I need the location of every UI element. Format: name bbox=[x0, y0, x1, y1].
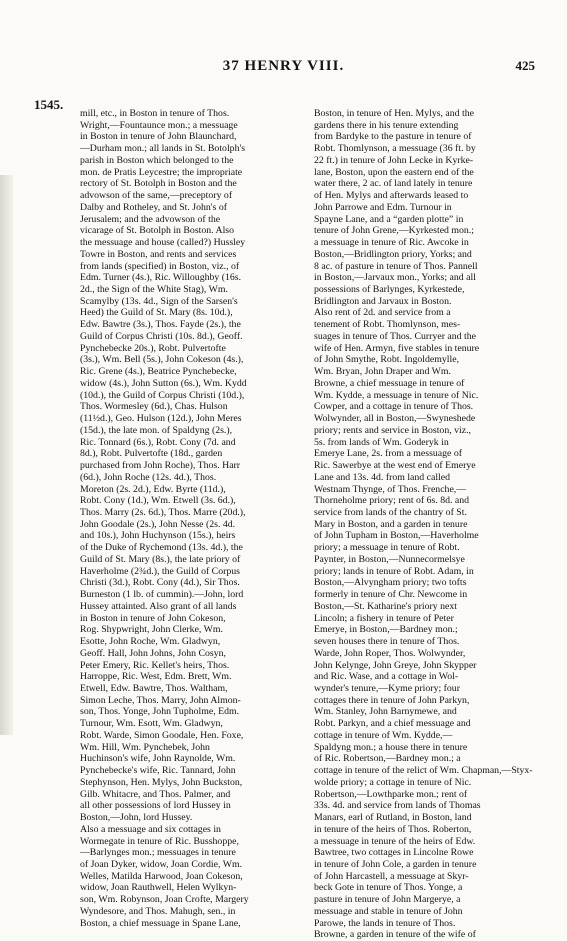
text-line: Spaldyng mon.; a house there in tenure bbox=[314, 741, 468, 753]
text-line: Boston, in tenure of Hen. Mylys, and the bbox=[314, 108, 474, 119]
text-line: (11½d.), Geo. Hulson (12d.), John Meres bbox=[80, 413, 242, 425]
text-line: the messuage and house (called?) Hussley bbox=[80, 237, 246, 249]
text-line: vicarage of St. Botolph in Boston. Also bbox=[80, 225, 235, 237]
text-line: messuage and stable in tenure of John bbox=[314, 905, 463, 917]
text-line: Robertson,—Lowthparke mon.; rent of bbox=[314, 788, 468, 800]
text-line: 22 ft.) in tenure of John Lecke in Kyrke- bbox=[314, 154, 474, 166]
text-line: —Barlynges mon.; messuages in tenure bbox=[80, 847, 236, 859]
text-line: Browne, a garden in tenure of the wife of bbox=[314, 929, 476, 941]
text-line: in Boston,—Jarvaux mon., Yorks; and all bbox=[314, 272, 476, 284]
text-line: Wm. Hill, Wm. Pynchebek, John bbox=[80, 741, 210, 753]
text-line: son, Thos. Yonge, John Tupholme, Edm. bbox=[80, 706, 240, 718]
text-line: widow (4s.), John Sutton (6s.), Wm. Kydd bbox=[80, 377, 247, 389]
text-line: Hussey attainted. Also grant of all lands bbox=[80, 600, 237, 612]
text-line: Huchinson's wife, John Raynolde, Wm. bbox=[80, 753, 236, 765]
text-line: Also rent of 2d. and service from a bbox=[314, 307, 451, 319]
text-line: Simon Leche, Thos. Marry, John Almon- bbox=[80, 694, 241, 706]
text-line: lane, Boston, upon the eastern end of the bbox=[314, 166, 474, 178]
text-line: Ric. Grene (4s.), Beatrice Pynchebecke, bbox=[80, 366, 237, 378]
text-line: Wolwynder, all in Boston,—Swyneshede bbox=[314, 413, 476, 425]
text-line: possessions of Barlynges, Kyrkestede, bbox=[314, 284, 465, 296]
text-line: mon. de Pratis Leycestre; the impropriate bbox=[80, 166, 243, 178]
text-line: Mary in Boston, and a garden in tenure bbox=[314, 518, 468, 530]
text-line: Jerusalem; and the advowson of the bbox=[80, 213, 221, 225]
text-line: mill, etc., in Boston in tenure of Thos. bbox=[80, 108, 230, 119]
text-line: in Boston in tenure of John Cokeson, bbox=[80, 612, 226, 624]
text-line: gardens there in his tenure extending bbox=[314, 119, 459, 131]
text-line: tenure of John Grene,—Kyrkested mon.; bbox=[314, 225, 474, 237]
text-line: Ric. Sawerbye at the west end of Emerye bbox=[314, 460, 476, 472]
text-line: Welles, Matilda Harwood, Joan Cokeson, bbox=[80, 870, 243, 882]
text-line: —Durham mon.; all lands in St. Botolph's bbox=[80, 143, 246, 155]
text-line: Moreton (2s. 2d.), Edw. Byrte (11d.), bbox=[80, 483, 226, 495]
text-line: (3s.), Wm. Bell (5s.), John Cokeson (4s.), bbox=[80, 354, 244, 366]
text-line: Thos. Wormesley (6d.), Chas. Hulson bbox=[80, 401, 228, 413]
text-line: 5s. from lands of Wm. Goderyk in bbox=[314, 436, 449, 448]
text-line: Burneston (1 lb. of cummin).—John, lord bbox=[80, 589, 244, 601]
text-line: Harroppe, Ric. West, Edm. Brett, Wm. bbox=[80, 671, 232, 683]
text-line: of John Smythe, Robt. Ingoldemylle, bbox=[314, 354, 460, 366]
text-line: Wyndesore, and Thos. Mahugh, sen., in bbox=[80, 905, 236, 917]
text-line: priory; rents and service in Boston, viz., bbox=[314, 424, 471, 436]
text-line: Peter Emery, Ric. Kellet's heirs, Thos. bbox=[80, 659, 230, 671]
binding-edge bbox=[0, 175, 13, 735]
text-line: Etwell, Edw. Bawtre, Thos. Waltham, bbox=[80, 682, 228, 694]
page-title: 37 HENRY VIII. bbox=[222, 58, 345, 74]
text-line: John Parrowe and Edm. Turnour in bbox=[314, 201, 452, 213]
text-line: Ric. Tonnard (6s.), Robt. Cony (7d. and bbox=[80, 436, 236, 448]
text-line: in Boston in tenure of John Blaunchard, bbox=[80, 131, 237, 143]
text-line: Emerye, in Boston,—Bardney mon.; bbox=[314, 624, 458, 636]
text-line: Thos. Marry (2s. 6d.), Thos. Marre (20d.), bbox=[80, 506, 246, 518]
text-line: and 10s.), John Huchynson (15s.), heirs bbox=[80, 530, 236, 542]
text-line: tenement of Robt. Thomlynson, mes- bbox=[314, 319, 461, 331]
text-line: and Ric. Wase, and a cottage in Wol- bbox=[314, 671, 459, 683]
text-line: formerly in tenure of Chr. Newcome in bbox=[314, 589, 468, 601]
text-line: Robt. Parkyn, and a chief messuage and bbox=[314, 718, 471, 730]
text-line: Wormegate in tenure of Ric. Busshoppe, bbox=[80, 835, 239, 847]
text-line: 2d., the Sign of the White Stag), Wm. bbox=[80, 284, 228, 296]
text-line: Robt. Warde, Simon Goodale, Hen. Foxe, bbox=[80, 729, 244, 741]
text-line: suages in tenure of Thos. Curryer and the bbox=[314, 330, 476, 342]
text-line: Wm. Stanley, John Barnymewe, and bbox=[314, 706, 457, 718]
text-line: Wm. Kydde, a messuage in tenure of Nic. bbox=[314, 389, 479, 401]
text-line: parish in Boston which belonged to the bbox=[80, 154, 234, 166]
text-line: Paynter, in Boston,—Nunnecormelsye bbox=[314, 553, 465, 565]
text-line: Turnour, Wm. Esott, Wm. Gladwyn, bbox=[80, 718, 223, 730]
text-line: Bawtree, two cottages in Lincolne Rowe bbox=[314, 847, 474, 859]
text-line: wolde priory; a cottage in tenure of Nic. bbox=[314, 776, 472, 788]
text-line: a messuage in tenure of the heirs of Edw. bbox=[314, 835, 476, 847]
text-line: Cowper, and a cottage in tenure of Thos. bbox=[314, 401, 474, 413]
text-line: widow, Joan Rauthwell, Helen Wylkyn- bbox=[80, 882, 237, 894]
text-line: seven houses there in tenure of Thos. bbox=[314, 636, 460, 648]
right-text-column bbox=[314, 108, 546, 941]
text-line: son, Wm. Robynson, Joan Crofte, Margery bbox=[80, 894, 249, 906]
text-line: purchased from John Roche), Thos. Harr bbox=[80, 460, 241, 472]
text-line: Bridlington and Jarvaux in Boston. bbox=[314, 295, 452, 307]
text-line: Browne, a chief messuage in tenure of bbox=[314, 377, 465, 389]
text-line: Also a messuage and six cottages in bbox=[80, 823, 221, 835]
text-line: cottages there in tenure of John Parkyn, bbox=[314, 694, 470, 706]
text-line: of John Harcastell, a messuage at Skyr- bbox=[314, 870, 469, 882]
text-line: Pynchebecke 20s.), Robt. Pulvertofte bbox=[80, 342, 226, 354]
text-line: from lands (specified) in Boston, viz., of bbox=[80, 260, 240, 272]
text-line: Guild of Corpus Christi (10s. 8d.), Geoff. bbox=[80, 330, 243, 342]
spine-watermark bbox=[0, 405, 1, 476]
text-line: all other possessions of lord Hussey in bbox=[80, 800, 231, 812]
text-line: of Ric. Robertson,—Bardney mon.; a bbox=[314, 753, 461, 765]
text-line: Wright,—Fountaunce mon.; a messuage bbox=[80, 119, 238, 131]
text-line: water there, 2 ac. of land lately in tenure bbox=[314, 178, 473, 190]
text-line: Gilb. Whitacre, and Thos. Palmer, and bbox=[80, 788, 231, 800]
text-line: from Bardyke to the pasture in tenure of bbox=[314, 131, 472, 143]
text-line: Lincoln; a fishery in tenure of Peter bbox=[314, 612, 454, 624]
text-line: rectory of St. Botolph in Boston and the bbox=[80, 178, 237, 190]
text-line: Haverholme (2¾d.), the Guild of Corpus bbox=[80, 565, 240, 577]
text-line: 33s. 4d. and service from lands of Thomas bbox=[314, 800, 481, 812]
text-line: Warde, John Roper, Thos. Wolwynder, bbox=[314, 647, 466, 659]
text-line: (10d.), the Guild of Corpus Christi (10d.), bbox=[80, 389, 245, 401]
text-line: John Goodale (2s.), John Nesse (2s. 4d. bbox=[80, 518, 236, 530]
left-text-column bbox=[80, 108, 312, 929]
text-line: Christi (3d.), Robt. Cony (4d.), Sir Thos. bbox=[80, 577, 240, 589]
text-line: Stephynson, Hen. Mylys, John Buckston, bbox=[80, 776, 243, 788]
text-line: service from lands of the chantry of St. bbox=[314, 506, 467, 518]
text-line: Lane and 13s. 4d. from land called bbox=[314, 471, 451, 483]
running-head bbox=[0, 58, 567, 80]
text-line: Emerye Lane, 2s. from a messuage of bbox=[314, 448, 462, 460]
text-line: Dalby and Rotheley, and St. John's of bbox=[80, 201, 227, 213]
text-line: Spayne Lane, and a “garden plotte” in bbox=[314, 213, 464, 225]
text-line: Wm. Bryan, John Draper and Wm. bbox=[314, 366, 451, 378]
text-line: Geoff. Hall, John Johns, John Cosyn, bbox=[80, 647, 226, 659]
text-line: Scamylby (13s. 4d., Sign of the Sarsen's bbox=[80, 295, 238, 307]
text-line: advowson of the same,—preceptory of bbox=[80, 190, 233, 202]
text-line: Guild of St. Mary (8s.), the late priory of bbox=[80, 553, 241, 565]
text-line: Robt. Cony (1d.), Wm. Etwell (3s. 6d.), bbox=[80, 495, 236, 507]
text-line: Heed) the Guild of St. Mary (8s. 10d.), bbox=[80, 307, 233, 319]
text-line: 8 ac. of pasture in tenure of Thos. Pannell bbox=[314, 260, 478, 272]
page-number: 425 bbox=[515, 58, 535, 73]
text-line: Boston,—Bridlington priory, Yorks; and bbox=[314, 248, 472, 260]
text-line: Boston,—St. Katharine's priory next bbox=[314, 600, 457, 612]
text-line: John Kelynge, John Greye, John Skypper bbox=[314, 659, 477, 671]
text-line: cottage in tenure of Wm. Kydde,— bbox=[314, 729, 453, 741]
text-line: of Joan Dyker, widow, Joan Cordie, Wm. bbox=[80, 859, 243, 870]
text-line: Robt. Thomlynson, a messuage (36 ft. by bbox=[314, 143, 476, 155]
text-line: priory; lands in tenure of Robt. Adam, in bbox=[314, 565, 474, 577]
text-line: wife of Hen. Armyn, five stables in tenure bbox=[314, 342, 480, 354]
text-line: pasture in tenure of John Margerye, a bbox=[314, 894, 461, 906]
text-line: Boston,—Alvyngham priory; two tofts bbox=[314, 577, 467, 589]
text-line: wynder's tenure,—Kyme priory; four bbox=[314, 682, 460, 694]
text-line: Parowe, the lands in tenure of Thos. bbox=[314, 917, 456, 929]
text-line: of the Duke of Rychemond (13s. 4d.), the bbox=[80, 542, 243, 554]
text-line: Boston, a chief messuage in Spane Lane, bbox=[80, 917, 241, 929]
text-line: priory; a messuage in tenure of Robt. bbox=[314, 542, 460, 554]
text-line: Boston,—John, lord Hussey. bbox=[80, 812, 193, 824]
text-line: cottage in tenure of the relict of Wm. Chapman,—Styx- bbox=[314, 765, 533, 777]
text-line: of Hen. Mylys and afterwards leased to bbox=[314, 190, 469, 202]
text-line: in tenure of the heirs of Thos. Roberton, bbox=[314, 823, 472, 835]
text-line: of John Tupham in Boston,—Haverholme bbox=[314, 530, 479, 542]
text-line: Manars, earl of Rutland, in Boston, land bbox=[314, 812, 472, 824]
text-line: Edm. Turner (4s.), Ric. Willoughby (16s. bbox=[80, 272, 242, 284]
text-line: beck Gote in tenure of Thos. Yonge, a bbox=[314, 882, 463, 894]
text-line: 8d.), Robt. Pulvertofte (18d., garden bbox=[80, 448, 223, 460]
text-line: Esotte, John Roche, Wm. Gladwyn, bbox=[80, 636, 221, 648]
text-line: (15d.), the late mon. of Spaldyng (2s.), bbox=[80, 424, 233, 436]
text-line: Edw. Bawtre (3s.), Thos. Fayde (2s.), the bbox=[80, 319, 241, 331]
text-line: Towre in Boston, and rents and services bbox=[80, 248, 237, 260]
text-line: Pynchebecke's wife, Ric. Tannard, John bbox=[80, 765, 236, 777]
text-line: a messuage in tenure of Ric. Awcoke in bbox=[314, 237, 469, 249]
text-line: (6d.), John Roche (12s. 4d.), Thos. bbox=[80, 471, 217, 483]
text-line: Thorneholme priory; rent of 6s. 8d. and bbox=[314, 495, 470, 507]
text-line: in tenure of John Cole, a garden in tenure bbox=[314, 859, 477, 870]
text-line: Rog. Shypwright, John Clerke, Wm. bbox=[80, 624, 223, 636]
text-line: Westnam Thynge, of Thos. Frenche,— bbox=[314, 483, 467, 495]
year-label: 1545. bbox=[34, 97, 64, 112]
